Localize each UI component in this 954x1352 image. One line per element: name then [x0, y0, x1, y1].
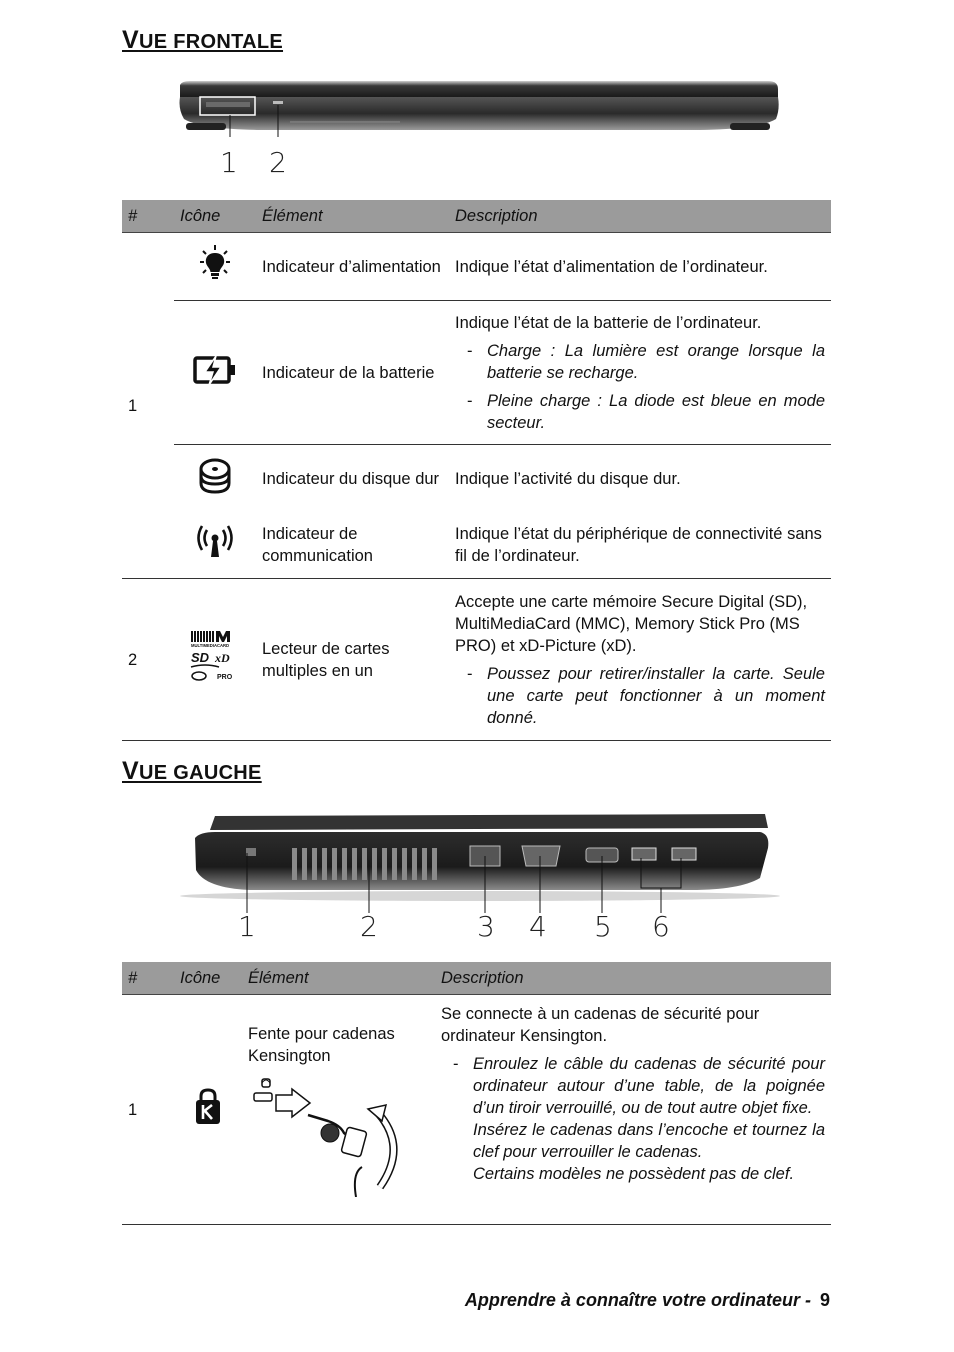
header-description: Description [435, 962, 831, 995]
laptop-left-illustration [0, 808, 954, 918]
hdd-indicator-icon [174, 445, 256, 513]
front-view-table [122, 200, 831, 741]
header-icon: Icône [174, 200, 256, 233]
laptop-front-illustration [0, 75, 954, 185]
element-description: Se connecte à un cadenas de sécurité pour ordinateur Kensington. [441, 1005, 760, 1045]
description-bullet: - Pleine charge : La diode est bleue en mode secteur. [455, 390, 825, 434]
callout-left-2: 2 [360, 910, 378, 943]
page-footer [465, 1290, 830, 1311]
element-name: Lecteur de cartes multiples en un [256, 579, 449, 741]
element-description-block [449, 579, 831, 741]
callout-left-6: 6 [652, 910, 670, 943]
description-bullet: - Charge : La lumière est orange lorsque la batterie se recharge. [455, 340, 825, 384]
callout-left-5: 5 [594, 910, 612, 943]
sd-logo-text: SD [191, 649, 210, 665]
description-bullets [455, 340, 825, 434]
mmc-logo-text: MULTIMEDIACARD [191, 642, 230, 648]
header-num: # [122, 200, 174, 233]
table-header-row [122, 962, 831, 995]
element-name: Fente pour cadenas Kensington [248, 1025, 395, 1065]
row-number: 1 [122, 995, 174, 1225]
element-name: Indicateur du disque dur [262, 469, 440, 488]
row-number: 2 [122, 579, 174, 741]
element-description: Indique l’état du périphérique de connectivité sans fil de l’ordinateur. [449, 513, 831, 579]
section-title-left [122, 757, 262, 786]
table-row [122, 513, 831, 579]
element-cell [242, 995, 435, 1225]
header-num: # [122, 962, 174, 995]
table-row [122, 301, 831, 445]
wireless-indicator-icon [174, 513, 256, 579]
bullet-line: Certains modèles ne possèdent pas de clef. [473, 1165, 795, 1183]
table-row [122, 579, 831, 741]
card-reader-icon [174, 579, 256, 741]
table-row [122, 233, 831, 301]
battery-indicator-icon [174, 301, 256, 445]
footer-chapter-title: Apprendre à connaître votre ordinateur - [464, 1290, 811, 1310]
element-description: Accepte une carte mémoire Secure Digital (SD), MultiMediaCard (MMC), Memory Stick Pro (MS PRO) et xD-Picture (xD). [455, 592, 808, 655]
element-name: Indicateur de communication [256, 513, 449, 579]
left-view-table [122, 962, 831, 1225]
element-description: Indique l’activité du disque dur. [455, 469, 681, 488]
callout-front-1: 1 [220, 146, 238, 179]
callout-left-1: 1 [238, 910, 256, 943]
ms-pro-logo-text: PRO [217, 673, 233, 681]
power-indicator-icon [174, 233, 256, 301]
row-number: 1 [122, 233, 174, 579]
section-title-left-text: VUE GAUCHE [122, 757, 262, 785]
table-row [122, 445, 831, 513]
description-bullets [441, 1053, 825, 1185]
element-description-block [435, 995, 831, 1225]
callout-left-3: 3 [477, 910, 495, 943]
xd-logo-text: xD [215, 650, 230, 665]
table-header-row [122, 200, 831, 233]
page-number: 9 [819, 1290, 830, 1310]
header-element: Élément [242, 962, 435, 995]
section-title-front [122, 26, 283, 55]
element-name: Indicateur d’alimentation [256, 233, 449, 301]
callout-left-4: 4 [529, 910, 547, 943]
kensington-lock-illustration [248, 1077, 408, 1197]
bullet-line: Insérez le cadenas dans l’encoche et tournez la clef pour verrouiller le cadenas. [473, 1121, 825, 1161]
element-name: Indicateur de la batterie [256, 301, 449, 445]
bullet-line: Enroulez le câble du cadenas de sécurité pour ordinateur autour d’une table, de la poignée d’un tiroir verrouillé, ou de tout autre objet fixe. [473, 1055, 825, 1117]
section-title-front-text: VUE FRONTALE [122, 26, 284, 54]
header-element: Élément [256, 200, 449, 233]
element-description: Indique l’état de la batterie de l’ordinateur. [455, 313, 762, 332]
description-bullets [455, 663, 825, 729]
description-bullet: - Poussez pour retirer/installer la carte. Seule une carte peut fonctionner à un moment donné. [455, 663, 825, 729]
kensington-lock-icon [174, 995, 242, 1225]
element-description: Indique l’état d’alimentation de l’ordinateur. [449, 233, 831, 301]
callout-front-2: 2 [269, 146, 287, 179]
description-bullet [441, 1053, 825, 1185]
header-description: Description [449, 200, 831, 233]
table-row [122, 995, 831, 1225]
element-description-block [449, 301, 831, 445]
header-icon: Icône [174, 962, 242, 995]
